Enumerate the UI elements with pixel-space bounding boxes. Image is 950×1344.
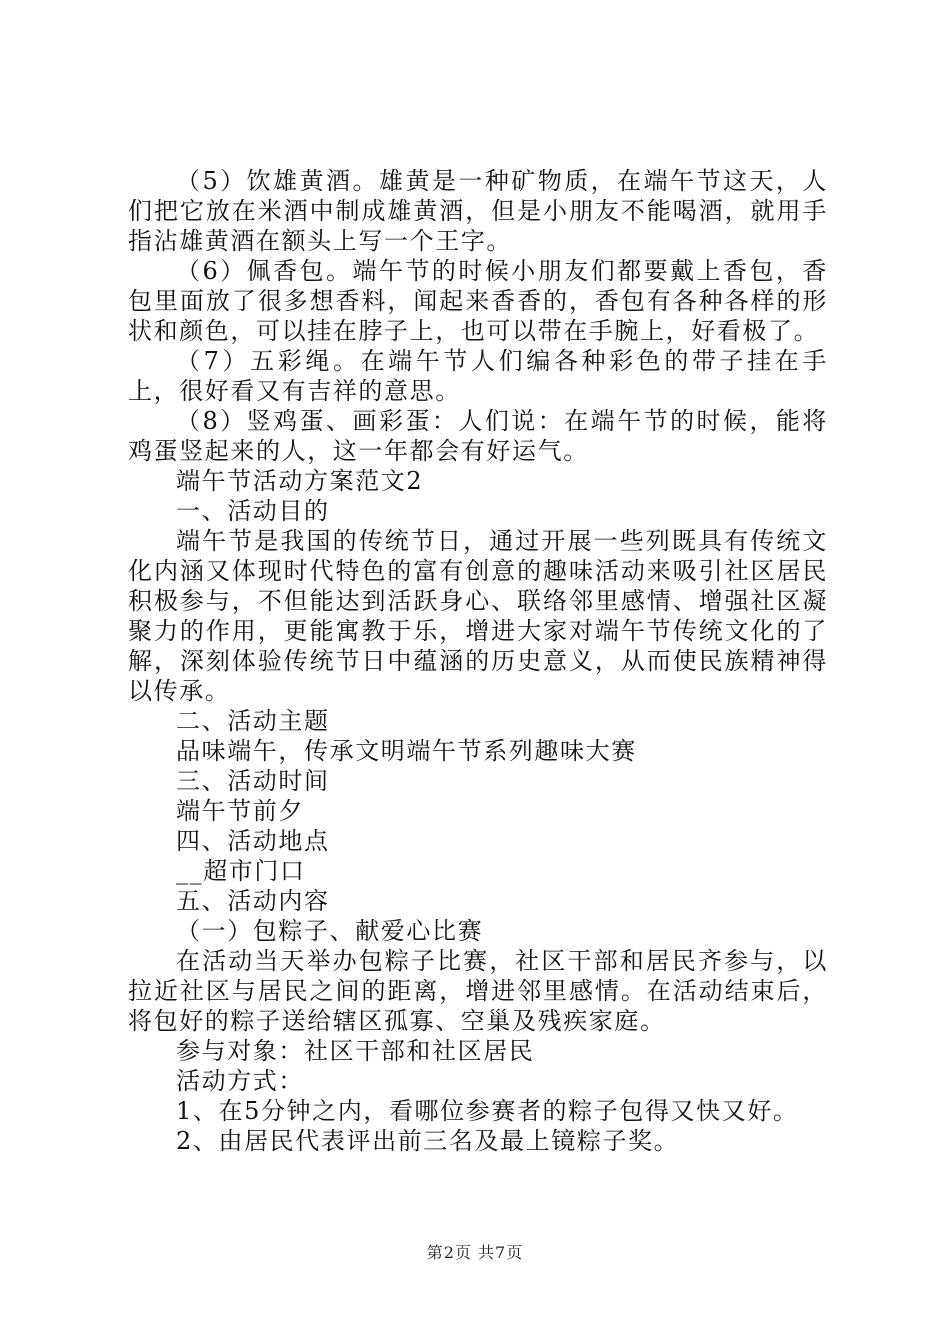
paragraph-activity-location: __超市门口: [176, 857, 306, 885]
paragraph-participants: 参与对象：社区干部和社区居民: [176, 1037, 535, 1065]
paragraph-zongzi-contest: 在活动当天举办包粽子比赛，社区干部和居民齐参与，以拉近社区与居民之间的距离，增进邻里感情。在活动结束后，将包好的粽子送给辖区孤寡、空巢及残疾家庭。: [128, 947, 828, 1035]
document-body: [128, 166, 828, 1156]
paragraph-egg-standing: （8）竖鸡蛋、画彩蛋：人们说：在端午节的时候，能将鸡蛋竖起来的人，这一年都会有好运气。: [128, 407, 828, 465]
section-title-plan-2: 端午节活动方案范文2: [176, 467, 424, 495]
paragraph-five-color-rope: （7）五彩绳。在端午节人们编各种彩色的带子挂在手上，很好看又有吉祥的意思。: [128, 347, 828, 405]
heading-activity-purpose: 一、活动目的: [176, 497, 330, 525]
page-number-footer: 第2页 共7页: [426, 1243, 524, 1262]
heading-activity-content: 五、活动内容: [176, 887, 330, 915]
list-item-rule-1: 1、在5分钟之内，看哪位参赛者的粽子包得又快又好。: [176, 1097, 799, 1125]
paragraph-activity-theme: 品味端午，传承文明端午节系列趣味大赛: [176, 737, 637, 765]
paragraph-sachet: （6）佩香包。端午节的时候小朋友们都要戴上香包，香包里面放了很多想香料，闻起来香香的，香包有各种各样的形状和颜色，可以挂在脖子上，也可以带在手腕上，好看极了。: [128, 257, 828, 345]
heading-activity-time: 三、活动时间: [176, 767, 330, 795]
heading-activity-location: 四、活动地点: [176, 827, 330, 855]
paragraph-activity-purpose: 端午节是我国的传统节日，通过开展一些列既具有传统文化内涵又体现时代特色的富有创意的趣味活动来吸引社区居民积极参与，不但能达到活跃身心、联络邻里感情、增强社区凝聚力的作用，更能寓教于乐，增进大家对端午节传统文化的了解，深刻体验传统节日中蕴涵的历史意义，从而使民族精神得以传承。: [128, 527, 828, 705]
list-item-rule-2: 2、由居民代表评出前三名及最上镜粽子奖。: [176, 1127, 680, 1155]
paragraph-activity-time: 端午节前夕: [176, 797, 304, 825]
heading-activity-theme: 二、活动主题: [176, 707, 330, 735]
paragraph-drink-realgar-wine: （5）饮雄黄酒。雄黄是一种矿物质，在端午节这天，人们把它放在米酒中制成雄黄酒，但是小朋友不能喝酒，就用手指沾雄黄酒在额头上写一个王字。: [128, 167, 828, 255]
paragraph-activity-method: 活动方式：: [176, 1067, 304, 1095]
subheading-zongzi-contest: （一）包粽子、献爱心比赛: [176, 917, 484, 945]
